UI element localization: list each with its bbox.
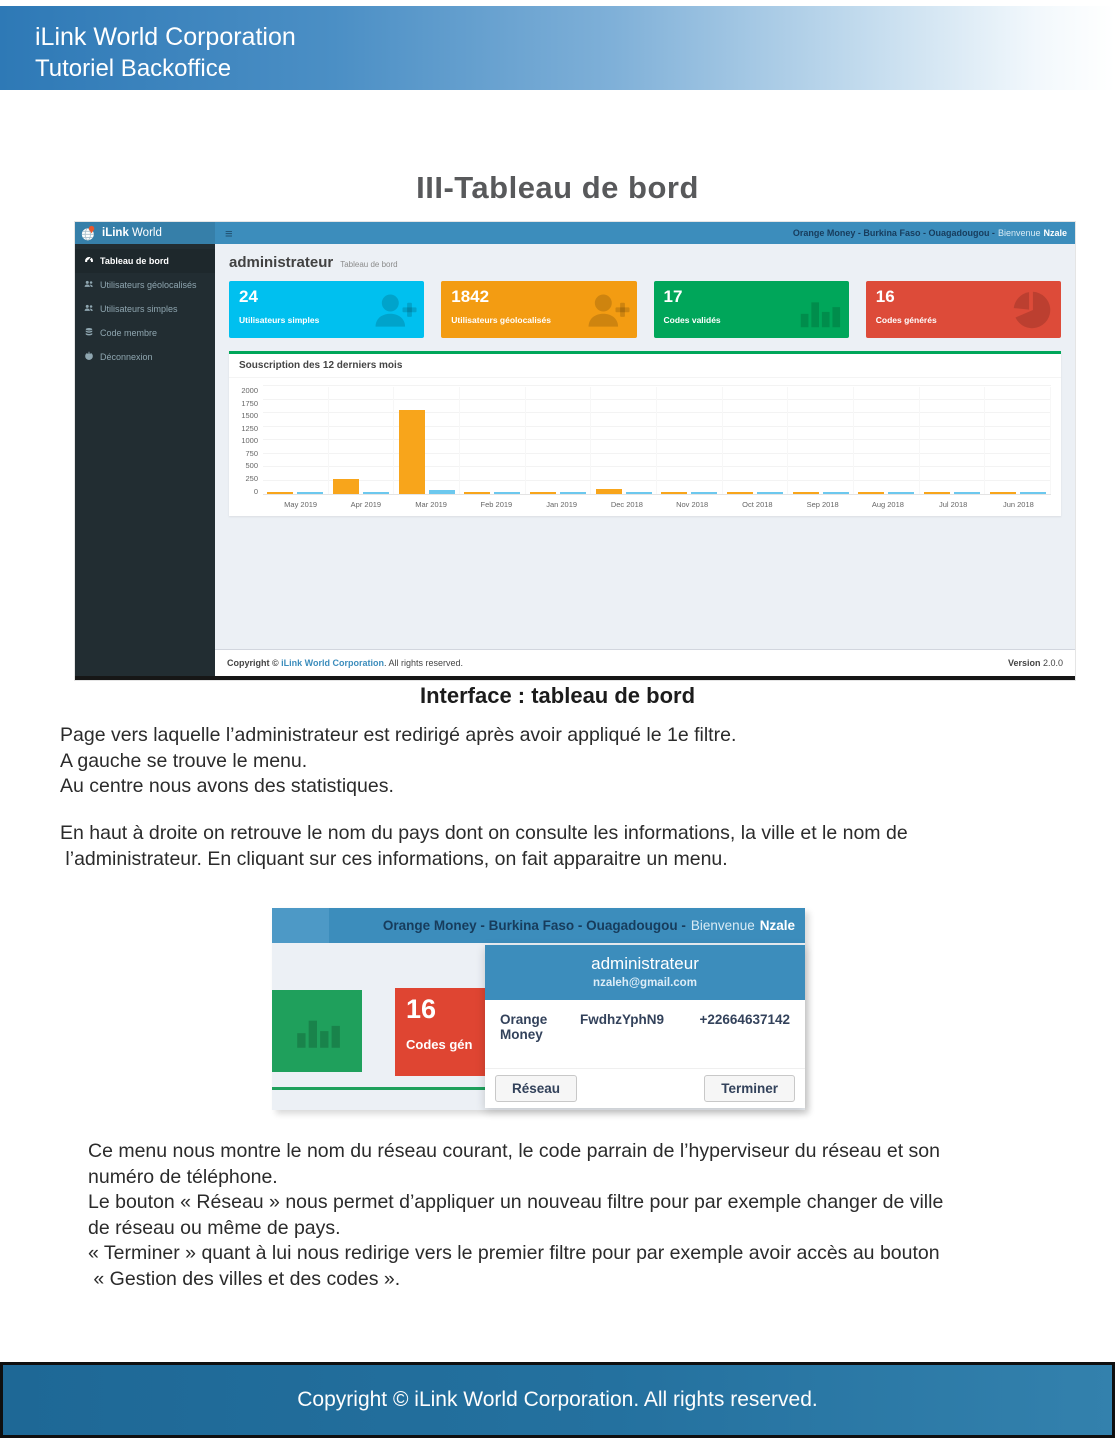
- bar-blue: [1020, 492, 1046, 495]
- pie-chart-icon: [1007, 287, 1055, 333]
- codes-generes-card: [395, 988, 486, 1076]
- bar-group-nov-2018: [657, 387, 723, 494]
- paragraph-line: « Gestion des villes et des codes ».: [88, 1267, 401, 1290]
- navbar-welcome-text: Bienvenue: [690, 918, 755, 933]
- section-title: III-Tableau de bord: [416, 170, 699, 205]
- screenshot-caption: Interface : tableau de bord: [419, 683, 696, 708]
- app-logo[interactable]: [75, 222, 215, 244]
- sidebar-item-utilisateurs-simples[interactable]: [75, 297, 215, 321]
- chart-title: Souscription des 12 derniers mois: [229, 354, 1061, 378]
- stat-value: 1842: [451, 287, 490, 306]
- bar-orange: [727, 492, 753, 495]
- bar-chart-icon: [795, 287, 843, 333]
- document-header: [0, 6, 1115, 90]
- bar-orange: [924, 492, 950, 495]
- bar-orange: [793, 492, 819, 495]
- popup-body: [272, 943, 805, 1110]
- paragraph-line: l’administrateur. En cliquant sur ces informations, on fait apparaitre un menu.: [60, 847, 728, 870]
- bar-orange: [858, 492, 884, 495]
- chart-panel: [229, 351, 1061, 516]
- sidebar-item-deconnexion[interactable]: [75, 345, 215, 369]
- x-tick-label: Aug 2018: [871, 500, 904, 509]
- bar-blue: [954, 492, 980, 495]
- y-tick-label: 0: [253, 486, 258, 496]
- paragraph-line: A gauche se trouve le menu.: [60, 749, 308, 772]
- document-header-subtitle: Tutoriel Backoffice: [35, 55, 232, 82]
- bar-group-may-2019: [263, 387, 329, 494]
- y-tick-label: 1750: [241, 398, 258, 408]
- content-header: [229, 254, 1061, 272]
- dropdown-header: [485, 945, 805, 1000]
- sidebar-item-code-membre[interactable]: [75, 321, 215, 345]
- paragraph-3: [88, 1139, 943, 1292]
- x-axis: [268, 500, 1051, 509]
- content-spacer: [229, 516, 1061, 649]
- stat-card-codes-valides: [654, 281, 849, 338]
- bar-blue: [823, 492, 849, 495]
- user-context[interactable]: [383, 918, 795, 933]
- user-plus-icon: [370, 287, 418, 333]
- dashboard-content: [215, 244, 1075, 676]
- x-tick-label: Jun 2018: [1002, 500, 1034, 509]
- sidebar-item-label: Code membre: [100, 328, 158, 338]
- sidebar-item-utilisateurs-geolocalises[interactable]: [75, 273, 215, 297]
- bar-orange: [596, 489, 622, 494]
- y-tick-label: 250: [245, 473, 258, 483]
- bar-group-mar-2019: [394, 387, 460, 494]
- stat-card-utilisateurs-geolocalises: [441, 281, 636, 338]
- paragraph-line: Ce menu nous montre le nom du réseau courant, le code parrain de l’hyperviseur du réseau et son: [88, 1140, 940, 1162]
- database-icon: [84, 327, 94, 339]
- stat-card-codes-generes: [866, 281, 1061, 338]
- dashboard-screenshot: [75, 222, 1075, 680]
- stat-value: 16: [875, 287, 895, 306]
- reseau-button[interactable]: Réseau: [495, 1075, 577, 1102]
- navbar-welcome-text: Bienvenue: [997, 228, 1041, 238]
- codes-valides-card: [272, 990, 362, 1072]
- bar-blue: [757, 492, 783, 495]
- x-tick-label: Nov 2018: [676, 500, 709, 509]
- stat-label: Codes gén: [406, 1037, 473, 1052]
- dashboard-icon: [84, 255, 94, 267]
- x-tick-label: Mar 2019: [415, 500, 447, 509]
- menu-toggle-icon[interactable]: ≡: [225, 225, 233, 241]
- bar-blue: [363, 492, 389, 495]
- navbar-username: Nzale: [1043, 228, 1067, 238]
- sidebar-item-label: Utilisateurs simples: [100, 304, 178, 314]
- bar-orange: [990, 492, 1016, 495]
- paragraph-line: numéro de téléphone.: [88, 1165, 278, 1188]
- stat-value: 17: [663, 287, 683, 306]
- bar-blue: [429, 490, 455, 494]
- bar-group-jan-2019: [526, 387, 592, 494]
- top-navbar: [215, 222, 1075, 244]
- company-link[interactable]: iLink World Corporation: [281, 658, 384, 668]
- bar-blue: [888, 492, 914, 495]
- users-icon: [84, 303, 94, 315]
- bar-chart: [229, 378, 1061, 497]
- y-tick-label: 750: [245, 448, 258, 458]
- bar-group-jun-2018: [985, 387, 1051, 494]
- bar-blue: [691, 492, 717, 495]
- gridline: [263, 385, 1051, 386]
- sidebar-item-label: Tableau de bord: [100, 256, 169, 266]
- y-tick-label: 500: [245, 461, 258, 471]
- y-tick-label: 1250: [241, 423, 258, 433]
- bar-blue: [560, 492, 586, 495]
- stat-cards-row: [229, 281, 1061, 338]
- paragraph-1: [60, 723, 736, 800]
- paragraph-line: « Terminer » quant à lui nous redirige vers le premier filtre pour par exemple avoir accès au bouton: [88, 1242, 940, 1264]
- user-context[interactable]: [793, 228, 1067, 238]
- version-text: Version 2.0.0: [1007, 658, 1063, 668]
- stat-label: Utilisateurs simples: [239, 315, 320, 325]
- x-tick-label: Sep 2018: [806, 500, 839, 509]
- dropdown-email: nzaleh@gmail.com: [593, 977, 697, 989]
- bar-group-apr-2019: [329, 387, 395, 494]
- phone-number: +22664637142: [699, 1012, 790, 1027]
- navbar-left-highlight: [272, 908, 329, 943]
- app-logo-text: iLink World: [102, 227, 162, 239]
- bar-orange: [661, 492, 687, 495]
- page-title: administrateur: [229, 254, 334, 271]
- bar-orange: [267, 492, 293, 495]
- paragraph-line: En haut à droite on retrouve le nom du pays dont on consulte les informations, la ville et le nom de: [60, 822, 908, 844]
- paragraph-line: Page vers laquelle l’administrateur est redirigé après avoir appliqué le 1e filtre.: [60, 724, 737, 746]
- stat-label: Codes générés: [875, 315, 937, 325]
- bar-group-aug-2018: [854, 387, 920, 494]
- bar-orange: [399, 410, 425, 494]
- bar-blue: [297, 492, 323, 495]
- stat-card-utilisateurs-simples: [229, 281, 424, 338]
- paragraph-line: Le bouton « Réseau » nous permet d’appliquer un nouveau filtre pour par exemple changer de ville: [88, 1191, 944, 1213]
- dropdown-details: [485, 1000, 805, 1068]
- user-plus-icon: [583, 287, 631, 333]
- bar-group-dec-2018: [591, 387, 657, 494]
- x-tick-label: May 2019: [284, 500, 318, 509]
- y-tick-label: 1500: [241, 411, 258, 421]
- paragraph-line: de réseau ou même de pays.: [88, 1216, 341, 1239]
- user-menu-screenshot: [272, 908, 805, 1110]
- stat-label: Codes validés: [663, 315, 721, 325]
- paragraph-2: [60, 821, 908, 872]
- navbar-location-text: Orange Money - Burkina Faso - Ouagadougou -: [792, 228, 995, 238]
- footer-copyright: Copyright © iLink World Corporation. All rights reserved.: [297, 1388, 818, 1411]
- sidebar-item-label: Utilisateurs géolocalisés: [100, 280, 197, 290]
- bar-chart-icon: [289, 1004, 345, 1059]
- dropdown-title: administrateur: [591, 954, 699, 973]
- bar-group-feb-2019: [460, 387, 526, 494]
- navbar-location-text: Orange Money - Burkina Faso - Ouagadougou -: [382, 918, 686, 933]
- breadcrumb: Tableau de bord: [340, 260, 398, 269]
- document-header-title: iLink World Corporation: [35, 23, 296, 51]
- plot-area: [263, 387, 1051, 495]
- sidebar: [75, 244, 215, 676]
- bar-blue: [626, 492, 652, 495]
- dropdown-footer: [485, 1068, 805, 1108]
- dashboard-footer: [215, 649, 1075, 676]
- y-tick-label: 2000: [241, 386, 258, 395]
- paragraph-line: Au centre nous avons des statistiques.: [60, 775, 394, 797]
- navbar-username: Nzale: [759, 918, 795, 933]
- stat-value: 16: [406, 994, 437, 1024]
- popup-top-navbar: [272, 908, 805, 943]
- bar-orange: [530, 492, 556, 495]
- sponsor-code: FwdhzYphN9: [580, 1012, 664, 1027]
- bar-group-sep-2018: [788, 387, 854, 494]
- bar-group-jul-2018: [920, 387, 986, 494]
- sidebar-item-tableau-de-bord[interactable]: [75, 249, 215, 273]
- sidebar-item-label: Déconnexion: [100, 352, 153, 362]
- users-icon: [84, 279, 94, 291]
- bar-groups: [263, 387, 1051, 494]
- x-tick-label: Feb 2019: [480, 500, 513, 509]
- y-axis: [237, 387, 263, 495]
- bar-group-oct-2018: [723, 387, 789, 494]
- globe-logo-icon: [80, 225, 97, 242]
- x-tick-label: Jul 2018: [938, 500, 968, 509]
- x-tick-label: Apr 2019: [350, 500, 382, 509]
- stat-label: Utilisateurs géolocalisés: [451, 315, 551, 325]
- user-dropdown-menu: [485, 945, 805, 1108]
- bar-orange: [333, 479, 359, 494]
- bar-blue: [494, 492, 520, 495]
- bar-orange: [464, 492, 490, 495]
- x-tick-label: Jan 2019: [546, 500, 578, 509]
- network-name: Orange Money: [500, 1012, 548, 1042]
- terminer-button[interactable]: Terminer: [704, 1075, 795, 1102]
- dashboard-copyright: Copyright © iLink World Corporation. All rights reserved.: [227, 658, 464, 668]
- document-footer: [0, 1362, 1115, 1438]
- y-tick-label: 1000: [241, 436, 258, 446]
- power-icon: [84, 351, 94, 363]
- x-tick-label: Oct 2018: [742, 500, 773, 509]
- stat-value: 24: [239, 287, 258, 306]
- x-tick-label: Dec 2018: [610, 500, 643, 509]
